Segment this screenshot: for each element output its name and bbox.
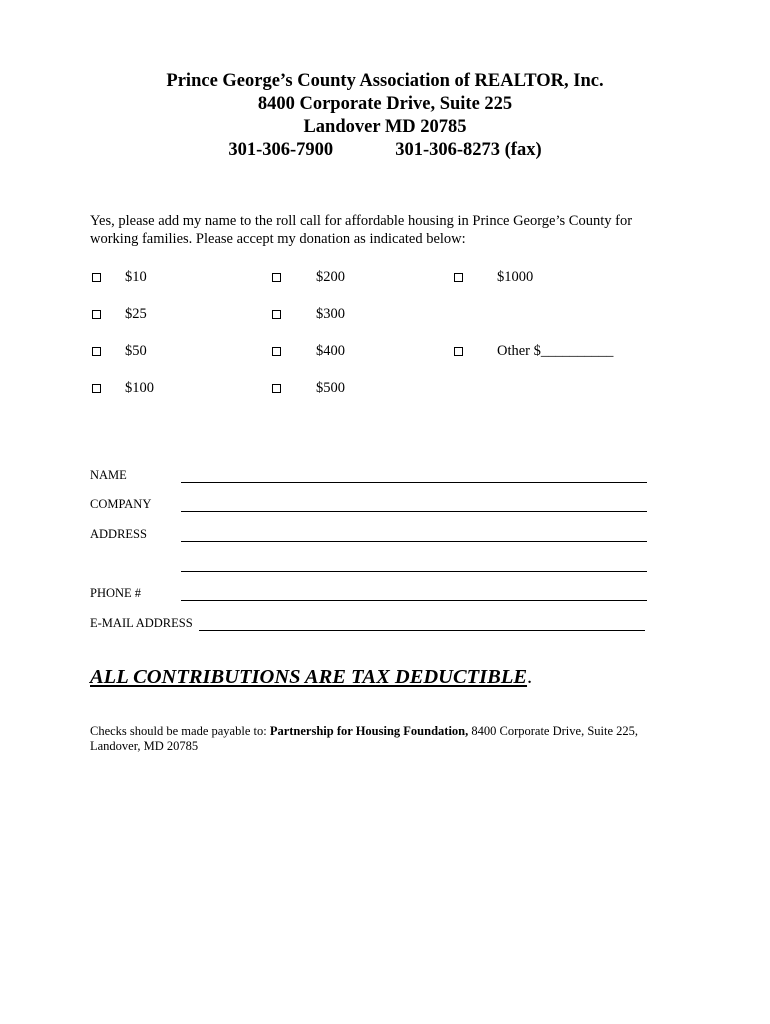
tax-deductible-period: . bbox=[527, 666, 533, 688]
checkbox-other[interactable] bbox=[454, 347, 463, 356]
option-300-label: $300 bbox=[316, 306, 345, 322]
option-10[interactable] bbox=[92, 268, 147, 286]
name-field[interactable] bbox=[181, 468, 647, 483]
checkbox-1000[interactable] bbox=[454, 273, 463, 282]
option-200-label: $200 bbox=[316, 269, 345, 285]
intro-text bbox=[90, 212, 690, 248]
org-name: Prince George’s County Association of REALTOR, Inc. bbox=[166, 71, 604, 91]
address-label: ADDRESS bbox=[90, 527, 147, 541]
option-200[interactable] bbox=[272, 268, 345, 286]
phone-label: PHONE # bbox=[90, 586, 142, 600]
checks-payee: Partnership for Housing Foundation, bbox=[269, 724, 469, 738]
option-1000-label: $1000 bbox=[497, 269, 534, 285]
checks-payable-note bbox=[90, 724, 670, 754]
option-50-label: $50 bbox=[125, 343, 147, 359]
address-field-line-2[interactable] bbox=[181, 557, 647, 572]
checks-suffix: 8400 Corporate Drive, Suite 225, bbox=[468, 724, 639, 738]
option-300[interactable] bbox=[272, 305, 345, 323]
option-50[interactable] bbox=[92, 342, 147, 360]
checkbox-50[interactable] bbox=[92, 347, 101, 356]
fax-number: 301-306-8273 (fax) bbox=[395, 140, 542, 160]
address-field-line-1[interactable] bbox=[181, 527, 647, 542]
checkbox-100[interactable] bbox=[92, 384, 101, 393]
email-field[interactable] bbox=[199, 616, 645, 631]
letterhead bbox=[0, 70, 770, 162]
option-25-label: $25 bbox=[125, 306, 147, 322]
tax-deductible-text: ALL CONTRIBUTIONS ARE TAX DEDUCTIBLE bbox=[90, 666, 528, 688]
checkbox-10[interactable] bbox=[92, 273, 101, 282]
option-100-label: $100 bbox=[125, 380, 154, 396]
tax-deductible-note bbox=[90, 666, 532, 689]
option-10-label: $10 bbox=[125, 269, 147, 285]
option-other[interactable] bbox=[454, 342, 613, 360]
option-25[interactable] bbox=[92, 305, 147, 323]
option-400-label: $400 bbox=[316, 343, 345, 359]
checkbox-400[interactable] bbox=[272, 347, 281, 356]
phone-number: 301-306-7900 bbox=[228, 140, 334, 160]
option-other-label: Other $__________ bbox=[497, 343, 614, 359]
checkbox-200[interactable] bbox=[272, 273, 281, 282]
email-label: E-MAIL ADDRESS bbox=[90, 616, 193, 630]
phone-field[interactable] bbox=[181, 586, 647, 601]
checks-prefix: Checks should be made payable to: bbox=[90, 724, 270, 738]
checkbox-300[interactable] bbox=[272, 310, 281, 319]
option-500-label: $500 bbox=[316, 380, 345, 396]
option-100[interactable] bbox=[92, 379, 154, 397]
intro-line-1: Yes, please add my name to the roll call for affordable housing in Prince George’s County for bbox=[90, 213, 633, 229]
address-line-1: 8400 Corporate Drive, Suite 225 bbox=[257, 94, 513, 114]
checkbox-25[interactable] bbox=[92, 310, 101, 319]
company-label: COMPANY bbox=[90, 497, 152, 511]
checkbox-500[interactable] bbox=[272, 384, 281, 393]
company-field[interactable] bbox=[181, 497, 647, 512]
name-label: NAME bbox=[90, 468, 127, 482]
option-1000[interactable] bbox=[454, 268, 533, 286]
address-line-2: Landover MD 20785 bbox=[303, 117, 467, 137]
intro-line-2: working families. Please accept my donation as indicated below: bbox=[90, 231, 466, 247]
phone-row bbox=[0, 139, 770, 162]
option-500[interactable] bbox=[272, 379, 345, 397]
checks-line-2: Landover, MD 20785 bbox=[90, 739, 199, 753]
option-400[interactable] bbox=[272, 342, 345, 360]
